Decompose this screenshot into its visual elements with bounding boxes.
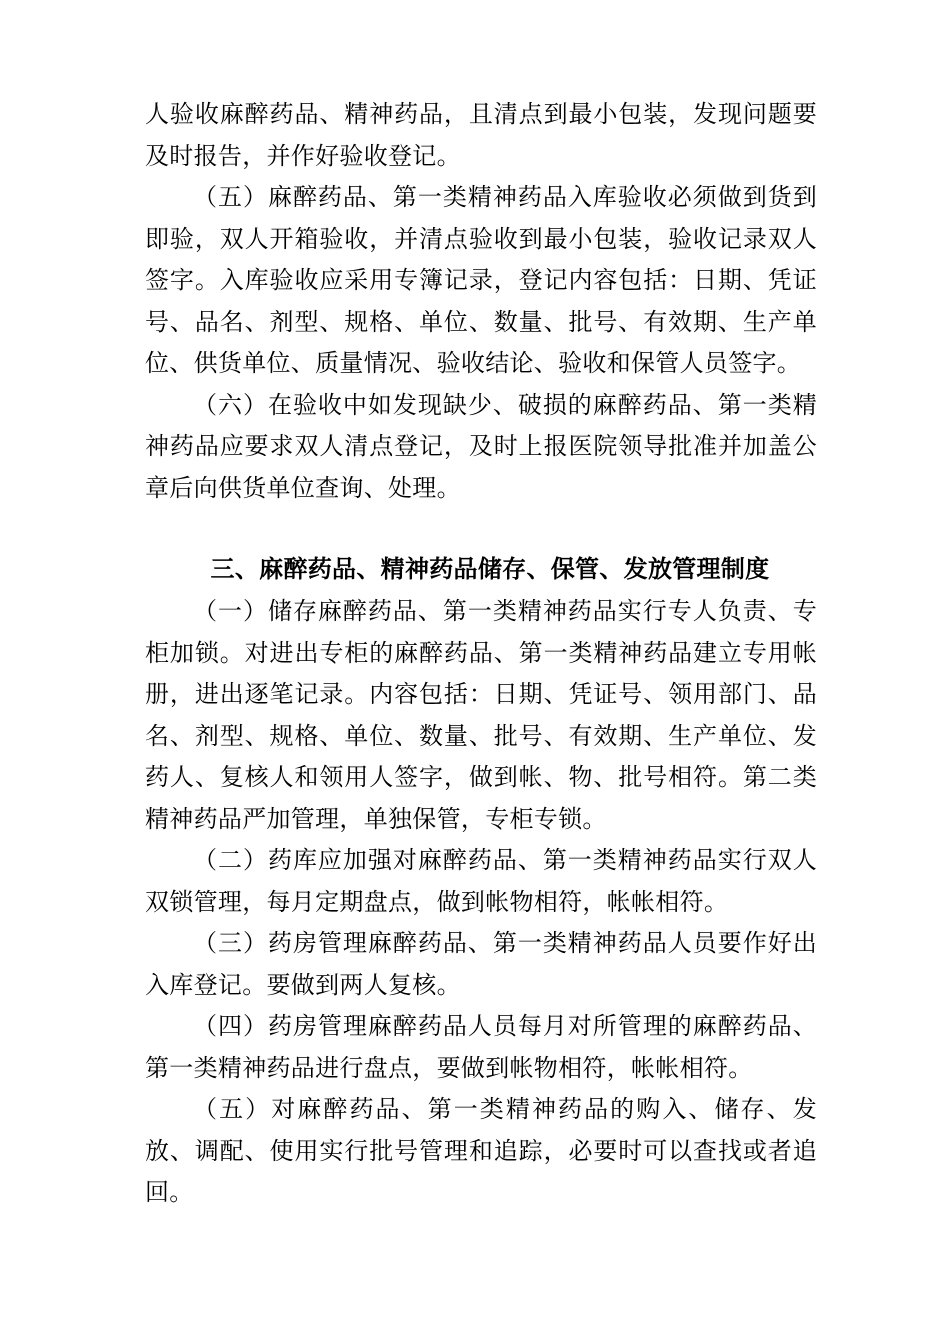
paragraph-item-three: （三）药房管理麻醉药品、第一类精神药品人员要作好出入库登记。要做到两人复核。 bbox=[145, 929, 817, 999]
paragraph-item-five: （五）麻醉药品、第一类精神药品入库验收必须做到货到即验，双人开箱验收，并清点验收到最小包装，验收记录双人签字。入库验收应采用专簿记录，登记内容包括：日期、凭证号、品名、剂型、规格、单位、数量、批号、有效期、生产单位、供货单位、质量情况、验收结论、验收和保管人员签字。 bbox=[145, 183, 817, 377]
paragraph-item-four: （四）药房管理麻醉药品人员每月对所管理的麻醉药品、第一类精神药品进行盘点，要做到帐物相符，帐帐相符。 bbox=[145, 1012, 817, 1082]
paragraph-item-six: （六）在验收中如发现缺少、破损的麻醉药品、第一类精神药品应要求双人清点登记，及时上报医院领导批准并加盖公章后向供货单位查询、处理。 bbox=[145, 390, 817, 502]
paragraph-item-five-b: （五）对麻醉药品、第一类精神药品的购入、储存、发放、调配、使用实行批号管理和追踪，必要时可以查找或者追回。 bbox=[145, 1095, 817, 1206]
section-three-body bbox=[145, 591, 817, 1214]
paragraph-item-two: （二）药库应加强对麻醉药品、第一类精神药品实行双人双锁管理，每月定期盘点，做到帐物相符，帐帐相符。 bbox=[145, 846, 817, 916]
paragraph-item-one: （一）储存麻醉药品、第一类精神药品实行专人负责、专柜加锁。对进出专柜的麻醉药品、第一类精神药品建立专用帐册，进出逐笔记录。内容包括：日期、凭证号、领用部门、品名、剂型、规格、单位、数量、批号、有效期、生产单位、发药人、复核人和领用人签字，做到帐、物、批号相符。第二类精神药品严加管理，单独保管，专柜专锁。 bbox=[145, 597, 817, 833]
section-two-continuation bbox=[145, 94, 817, 509]
section-three-heading: 三、麻醉药品、精神药品储存、保管、发放管理制度 bbox=[210, 555, 770, 583]
paragraph-continuation: 人验收麻醉药品、精神药品，且清点到最小包装，发现问题要及时报告，并作好验收登记。 bbox=[145, 100, 817, 170]
